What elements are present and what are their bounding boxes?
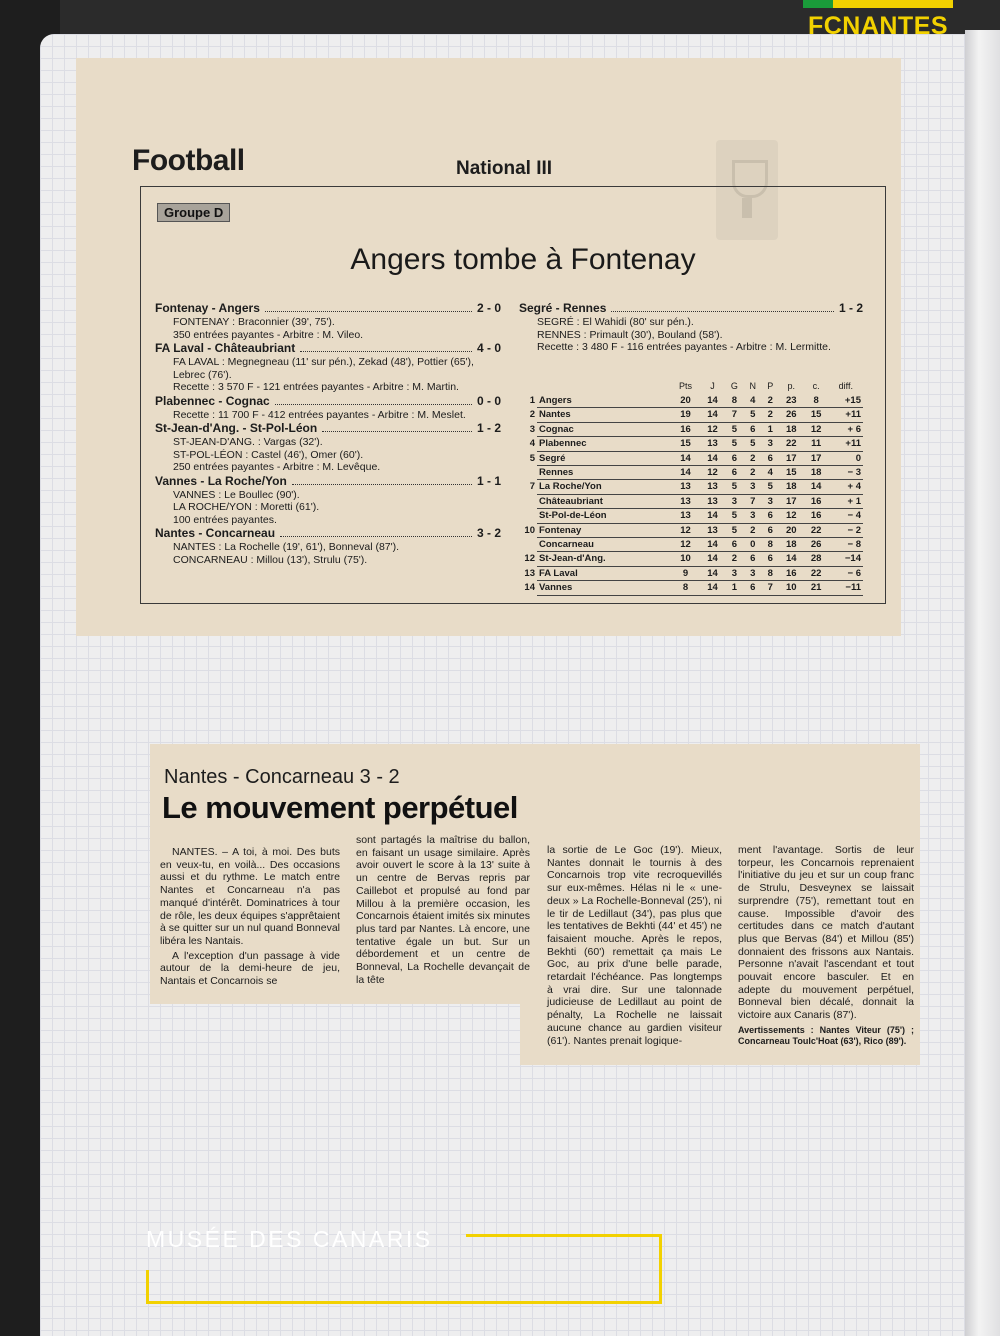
standings-pts: 12 bbox=[671, 538, 700, 552]
standings-rank bbox=[519, 538, 537, 552]
standings-j: 14 bbox=[700, 451, 725, 465]
section-title: Football bbox=[132, 144, 245, 177]
standings-j: 12 bbox=[700, 422, 725, 436]
standings-rank: 3 bbox=[529, 423, 535, 435]
standings-n: 5 bbox=[744, 437, 762, 451]
standings-rank: 2 bbox=[529, 409, 535, 421]
standings-n: 6 bbox=[744, 552, 762, 566]
standings-n: 6 bbox=[744, 581, 762, 595]
standings-bp: 17 bbox=[779, 451, 804, 465]
dot-leader bbox=[275, 394, 472, 405]
brand-color-bar bbox=[803, 0, 953, 8]
standings-bp: 20 bbox=[779, 523, 804, 537]
standings-diff: 0 bbox=[829, 451, 863, 465]
standings-g: 3 bbox=[725, 566, 744, 580]
standings-team: Concarneau bbox=[537, 538, 671, 552]
group-tag: Groupe D bbox=[157, 203, 230, 222]
report-column-3 bbox=[547, 844, 722, 1049]
standings-team: La Roche/Yon bbox=[537, 480, 671, 494]
table-row bbox=[519, 437, 863, 451]
standings-rank: 10 bbox=[524, 524, 535, 536]
match-teams: Fontenay - Angers bbox=[155, 301, 260, 315]
banner-frame bbox=[466, 1234, 662, 1237]
match-row bbox=[155, 526, 501, 541]
standings-bp: 10 bbox=[779, 581, 804, 595]
standings-j: 14 bbox=[700, 566, 725, 580]
dot-leader bbox=[265, 301, 472, 312]
standings-g: 3 bbox=[725, 494, 744, 508]
match-detail: Recette : 3 570 F - 121 entrées payantes - Arbitre : M. Martin. bbox=[173, 381, 459, 393]
match-teams: St-Jean-d'Ang. - St-Pol-Léon bbox=[155, 421, 318, 435]
standings-team: Vannes bbox=[537, 581, 671, 595]
standings-p: 4 bbox=[762, 466, 779, 480]
standings-j: 14 bbox=[700, 394, 725, 408]
standings-rank bbox=[519, 509, 537, 523]
standings-team: Segré bbox=[537, 451, 671, 465]
match-detail: RENNES : Primault (30'), Bouland (58'). bbox=[537, 328, 723, 341]
match-detail: ST-POL-LÉON : Castel (46'), Omer (60'). bbox=[173, 448, 364, 461]
standings-bc: 17 bbox=[804, 451, 829, 465]
standings-bc: 11 bbox=[804, 437, 829, 451]
standings-bc: 26 bbox=[804, 538, 829, 552]
match-detail: NANTES : La Rochelle (19', 61'), Bonneval (87'). bbox=[173, 541, 400, 553]
standings-pts: 9 bbox=[671, 566, 700, 580]
banner-frame bbox=[146, 1301, 662, 1304]
standings-rank: 13 bbox=[524, 567, 535, 579]
standings-bc: 22 bbox=[804, 566, 829, 580]
dot-leader bbox=[292, 474, 472, 485]
match-teams: Segré - Rennes bbox=[519, 301, 607, 315]
report-column-4 bbox=[738, 844, 914, 1048]
standings-rank: 1 bbox=[529, 395, 535, 407]
report-subheadline: Nantes - Concarneau 3 - 2 bbox=[164, 766, 400, 788]
table-row bbox=[519, 581, 863, 595]
standings-n: 3 bbox=[744, 566, 762, 580]
standings-g: 5 bbox=[725, 437, 744, 451]
standings-diff: − 6 bbox=[829, 566, 863, 580]
table-row bbox=[519, 494, 863, 508]
standings-bc: 21 bbox=[804, 581, 829, 595]
standings-diff: + 6 bbox=[829, 422, 863, 436]
table-row bbox=[519, 480, 863, 494]
standings-table bbox=[519, 381, 863, 596]
standings-bp: 16 bbox=[779, 566, 804, 580]
standings-p: 6 bbox=[762, 552, 779, 566]
standings-header: N bbox=[749, 381, 756, 391]
standings-header: Pts bbox=[679, 381, 693, 391]
article-box bbox=[140, 186, 886, 604]
standings-bp: 12 bbox=[779, 509, 804, 523]
standings-pts: 16 bbox=[671, 422, 700, 436]
standings-n: 2 bbox=[744, 451, 762, 465]
match-score: 1 - 1 bbox=[476, 473, 501, 488]
standings-n: 5 bbox=[744, 408, 762, 422]
match-row bbox=[155, 341, 501, 356]
standings-bc: 18 bbox=[804, 466, 829, 480]
match-teams: Plabennec - Cognac bbox=[155, 393, 270, 408]
match-teams: Vannes - La Roche/Yon bbox=[155, 473, 287, 488]
dot-leader bbox=[611, 301, 834, 312]
match-detail: 350 entrées payantes - Arbitre : M. Vileo. bbox=[173, 328, 364, 341]
standings-p: 6 bbox=[762, 509, 779, 523]
paragraph: A l'exception d'un passage à vide autour de la demi-heure de jeu, Nantais et Concarnois se bbox=[160, 949, 340, 988]
fcnantes-logo: FCNANTES bbox=[807, 12, 949, 40]
standings-p: 2 bbox=[762, 408, 779, 422]
standings-diff: − 8 bbox=[829, 538, 863, 552]
result-segre-rennes bbox=[519, 301, 863, 354]
standings-bp: 18 bbox=[779, 538, 804, 552]
dot-leader bbox=[322, 421, 472, 432]
banner-frame bbox=[146, 1270, 149, 1304]
standings-n: 2 bbox=[744, 523, 762, 537]
match-score: 0 - 0 bbox=[476, 393, 501, 408]
standings-team: Plabennec bbox=[537, 437, 671, 451]
standings-n: 0 bbox=[744, 538, 762, 552]
standings-n: 4 bbox=[744, 394, 762, 408]
standings-diff: − 4 bbox=[829, 509, 863, 523]
standings-j: 14 bbox=[700, 408, 725, 422]
standings-header bbox=[537, 381, 671, 394]
standings-j: 14 bbox=[700, 552, 725, 566]
standings-g: 6 bbox=[725, 451, 744, 465]
standings-bc: 22 bbox=[804, 523, 829, 537]
standings-rank: 12 bbox=[524, 553, 535, 565]
standings-n: 7 bbox=[744, 494, 762, 508]
standings-bp: 18 bbox=[779, 480, 804, 494]
standings-pts: 13 bbox=[671, 480, 700, 494]
standings-diff: −11 bbox=[829, 581, 863, 595]
standings-team: St-Jean-d'Ang. bbox=[537, 552, 671, 566]
standings-bc: 16 bbox=[804, 494, 829, 508]
match-score: 1 - 2 bbox=[476, 421, 501, 435]
standings-bp: 14 bbox=[779, 552, 804, 566]
standings-header: c. bbox=[812, 381, 820, 391]
dot-leader bbox=[300, 341, 472, 352]
report-column-2 bbox=[356, 834, 530, 988]
standings-pts: 8 bbox=[671, 581, 700, 595]
headline: Angers tombe à Fontenay bbox=[350, 243, 696, 276]
standings-g: 1 bbox=[725, 581, 744, 595]
table-row bbox=[519, 566, 863, 580]
standings-bp: 23 bbox=[779, 394, 804, 408]
standings-p: 3 bbox=[762, 494, 779, 508]
standings-team: Châteaubriant bbox=[537, 494, 671, 508]
notebook-page-edge bbox=[965, 30, 1000, 1336]
standings-bp: 22 bbox=[779, 437, 804, 451]
standings-bc: 12 bbox=[804, 422, 829, 436]
standings-pts: 13 bbox=[671, 494, 700, 508]
table-row bbox=[519, 523, 863, 537]
standings-team: Nantes bbox=[537, 408, 671, 422]
standings-team: St-Pol-de-Léon bbox=[537, 509, 671, 523]
standings-n: 3 bbox=[744, 480, 762, 494]
standings-p: 3 bbox=[762, 437, 779, 451]
match-detail: SEGRÉ : El Wahidi (80' sur pén.). bbox=[537, 316, 694, 328]
table-row bbox=[519, 422, 863, 436]
match-detail: 100 entrées payantes. bbox=[173, 513, 277, 526]
standings-pts: 14 bbox=[671, 466, 700, 480]
standings-pts: 20 bbox=[671, 394, 700, 408]
museum-label: MUSÉE DES CANARIS bbox=[146, 1226, 433, 1252]
results-list bbox=[155, 301, 501, 566]
standings-diff: − 2 bbox=[829, 523, 863, 537]
standings-header: diff. bbox=[838, 381, 853, 391]
standings-g: 6 bbox=[725, 538, 744, 552]
standings-diff: − 3 bbox=[829, 466, 863, 480]
match-score: 4 - 0 bbox=[476, 341, 501, 355]
match-row bbox=[155, 421, 501, 436]
standings-n: 6 bbox=[744, 422, 762, 436]
table-row bbox=[519, 394, 863, 408]
match-detail: FA LAVAL : Megnegneau (11' sur pén.), Zekad (48'), Pottier (65'), Lebrec (76'). bbox=[173, 356, 474, 381]
standings-rank: 7 bbox=[529, 481, 535, 493]
match-detail: FONTENAY : Braconnier (39', 75'). bbox=[173, 316, 335, 328]
paragraph: sont partagés la maîtrise du ballon, en faisant un usage similaire. Après avoir ouvert le score à la 13' suite à un centre de Bervas repris par Caillebot et propulsé au fond par Millou à la première occasion, les Concarnois étaient imités six minutes plus tard par Nantes. Là encore, une tentative égale un but. Sur un débordement et un centre de Bonneval, La Rochelle devançait de la tête bbox=[356, 834, 530, 986]
standings-p: 1 bbox=[762, 422, 779, 436]
match-detail: Recette : 3 480 F - 116 entrées payantes - Arbitre : M. Lermitte. bbox=[537, 341, 831, 353]
standings-header bbox=[519, 381, 537, 394]
standings-g: 6 bbox=[725, 466, 744, 480]
standings-p: 6 bbox=[762, 523, 779, 537]
standings-j: 13 bbox=[700, 494, 725, 508]
standings-j: 13 bbox=[700, 523, 725, 537]
standings-team: Fontenay bbox=[537, 523, 671, 537]
table-row bbox=[519, 466, 863, 480]
match-row bbox=[155, 474, 501, 489]
standings-header: G bbox=[730, 381, 738, 391]
standings-rank: 5 bbox=[529, 452, 535, 464]
standings-team: Angers bbox=[537, 394, 671, 408]
standings-rank bbox=[519, 466, 537, 480]
standings-rank bbox=[519, 494, 537, 508]
standings-team: Cognac bbox=[537, 422, 671, 436]
standings-p: 8 bbox=[762, 566, 779, 580]
standings-header: P bbox=[767, 381, 774, 391]
standings-header: J bbox=[710, 381, 715, 391]
match-detail: ST-JEAN-D'ANG. : Vargas (32'). bbox=[173, 436, 323, 448]
standings-pts: 10 bbox=[671, 552, 700, 566]
standings-j: 14 bbox=[700, 509, 725, 523]
standings-bp: 15 bbox=[779, 466, 804, 480]
standings-j: 14 bbox=[700, 581, 725, 595]
match-score: 2 - 0 bbox=[476, 301, 501, 315]
standings-diff: −14 bbox=[829, 552, 863, 566]
standings-bc: 28 bbox=[804, 552, 829, 566]
match-row bbox=[155, 301, 501, 316]
standings-rank: 4 bbox=[529, 438, 535, 450]
standings-bp: 18 bbox=[779, 422, 804, 436]
standings-p: 7 bbox=[762, 581, 779, 595]
match-detail: CONCARNEAU : Millou (13'), Strulu (75'). bbox=[173, 553, 368, 566]
standings-diff: +11 bbox=[829, 408, 863, 422]
standings-g: 7 bbox=[725, 408, 744, 422]
standings-bp: 26 bbox=[779, 408, 804, 422]
standings-team: FA Laval bbox=[537, 566, 671, 580]
standings-p: 8 bbox=[762, 538, 779, 552]
banner-frame bbox=[659, 1234, 662, 1304]
standings-g: 5 bbox=[725, 523, 744, 537]
standings-p: 6 bbox=[762, 451, 779, 465]
match-row bbox=[155, 394, 501, 409]
newspaper-clipping-standings bbox=[76, 58, 901, 636]
standings-g: 8 bbox=[725, 394, 744, 408]
standings-diff: + 1 bbox=[829, 494, 863, 508]
match-detail: Recette : 11 700 F - 412 entrées payantes - Arbitre : M. Meslet. bbox=[173, 408, 466, 421]
table-row bbox=[519, 451, 863, 465]
table-row bbox=[519, 538, 863, 552]
standings-rank: 14 bbox=[524, 582, 535, 594]
standings-pts: 14 bbox=[671, 451, 700, 465]
avertissements: Avertissements : Nantes Viteur (75') ; Concarneau Toulc'Hoat (63'), Rico (89'). bbox=[738, 1024, 914, 1047]
standings-diff: +11 bbox=[829, 437, 863, 451]
match-detail: VANNES : Le Boullec (90'). bbox=[173, 488, 300, 501]
match-score: 1 - 2 bbox=[838, 301, 863, 315]
standings-bc: 15 bbox=[804, 408, 829, 422]
report-column-1 bbox=[160, 846, 340, 990]
standings-diff: + 4 bbox=[829, 480, 863, 494]
standings-g: 5 bbox=[725, 422, 744, 436]
standings-j: 13 bbox=[700, 480, 725, 494]
standings-header: p. bbox=[787, 381, 795, 391]
standings-pts: 15 bbox=[671, 437, 700, 451]
dot-leader bbox=[280, 526, 472, 537]
standings-header-row bbox=[519, 381, 863, 394]
match-detail: LA ROCHE/YON : Moretti (61'). bbox=[173, 501, 320, 513]
match-teams: FA Laval - Châteaubriant bbox=[155, 341, 296, 355]
standings-n: 3 bbox=[744, 509, 762, 523]
standings-bc: 16 bbox=[804, 509, 829, 523]
standings-bc: 14 bbox=[804, 480, 829, 494]
paragraph: ment l'avantage. Sortis de leur torpeur, les Concarnois reprenaient l'initiative du jeu et sur un coup franc de Strulu, Desveynex se laissait surprendre (75'), remettant tout en cause. Impossible d'avoir des certitudes dans ce match d'autant plus que Bervas (84') et Millou (85') donnaient des frissons aux Nantais. Personne n'avait l'ascendant et tout pouvait encore basculer. Et en adepte du mouvement perpétuel, Bonneval bien décalé, donnait la victoire aux Canaris (87'). bbox=[738, 844, 914, 1022]
standings-team: Rennes bbox=[537, 466, 671, 480]
standings-bc: 8 bbox=[804, 394, 829, 408]
table-row bbox=[519, 552, 863, 566]
standings-diff: +15 bbox=[829, 394, 863, 408]
paragraph: NANTES. – A toi, à moi. Des buts en veux-tu, en voilà... Des occasions aussi et du rythme. Le match entre Nantes et Concarneau n'a pas manqué d'intérêt. Dominatrices à tour de rôle, les deux équipes s'apprêtaient à se quitter sur un nul quand Bonneval libéra les Nantais. bbox=[160, 846, 340, 947]
standings-pts: 13 bbox=[671, 509, 700, 523]
standings-pts: 19 bbox=[671, 408, 700, 422]
standings-j: 14 bbox=[700, 538, 725, 552]
standings-g: 5 bbox=[725, 509, 744, 523]
match-teams: Nantes - Concarneau bbox=[155, 526, 276, 540]
standings-bp: 17 bbox=[779, 494, 804, 508]
standings-p: 5 bbox=[762, 480, 779, 494]
match-row bbox=[519, 301, 863, 316]
paragraph: la sortie de Le Goc (19'). Mieux, Nantes donnait le tournis à des Concarnois trop vite recroquevillés sur eux-mêmes. Hélas ni le « une-deux » La Rochelle-Bonneval (25'), ni le tir de Ledillaut (34'), pas plus que les tentatives de Bekhti (44' et 45') ne faisaient mouche. Après le repos, Bekhti (60') remettait ça mais Le Goc, au prix d'une belle parade, retardait l'échéance. Pas longtemps à vrai dire. Sur une talonnade judicieuse de Ledillaut au point de pénalty, La Rochelle ne laissait aucune chance au gardien visiteur (61'). Nantes prenait logique- bbox=[547, 844, 722, 1047]
standings-n: 2 bbox=[744, 466, 762, 480]
league-title: National III bbox=[456, 158, 553, 179]
report-headline: Le mouvement perpétuel bbox=[162, 790, 518, 825]
match-detail: 250 entrées payantes - Arbitre : M. Levêque. bbox=[173, 461, 381, 473]
standings-g: 5 bbox=[725, 480, 744, 494]
standings-j: 13 bbox=[700, 437, 725, 451]
standings-g: 2 bbox=[725, 552, 744, 566]
standings-p: 2 bbox=[762, 394, 779, 408]
table-row bbox=[519, 509, 863, 523]
standings-j: 12 bbox=[700, 466, 725, 480]
standings-pts: 12 bbox=[671, 523, 700, 537]
table-row bbox=[519, 408, 863, 422]
match-score: 3 - 2 bbox=[476, 526, 501, 540]
